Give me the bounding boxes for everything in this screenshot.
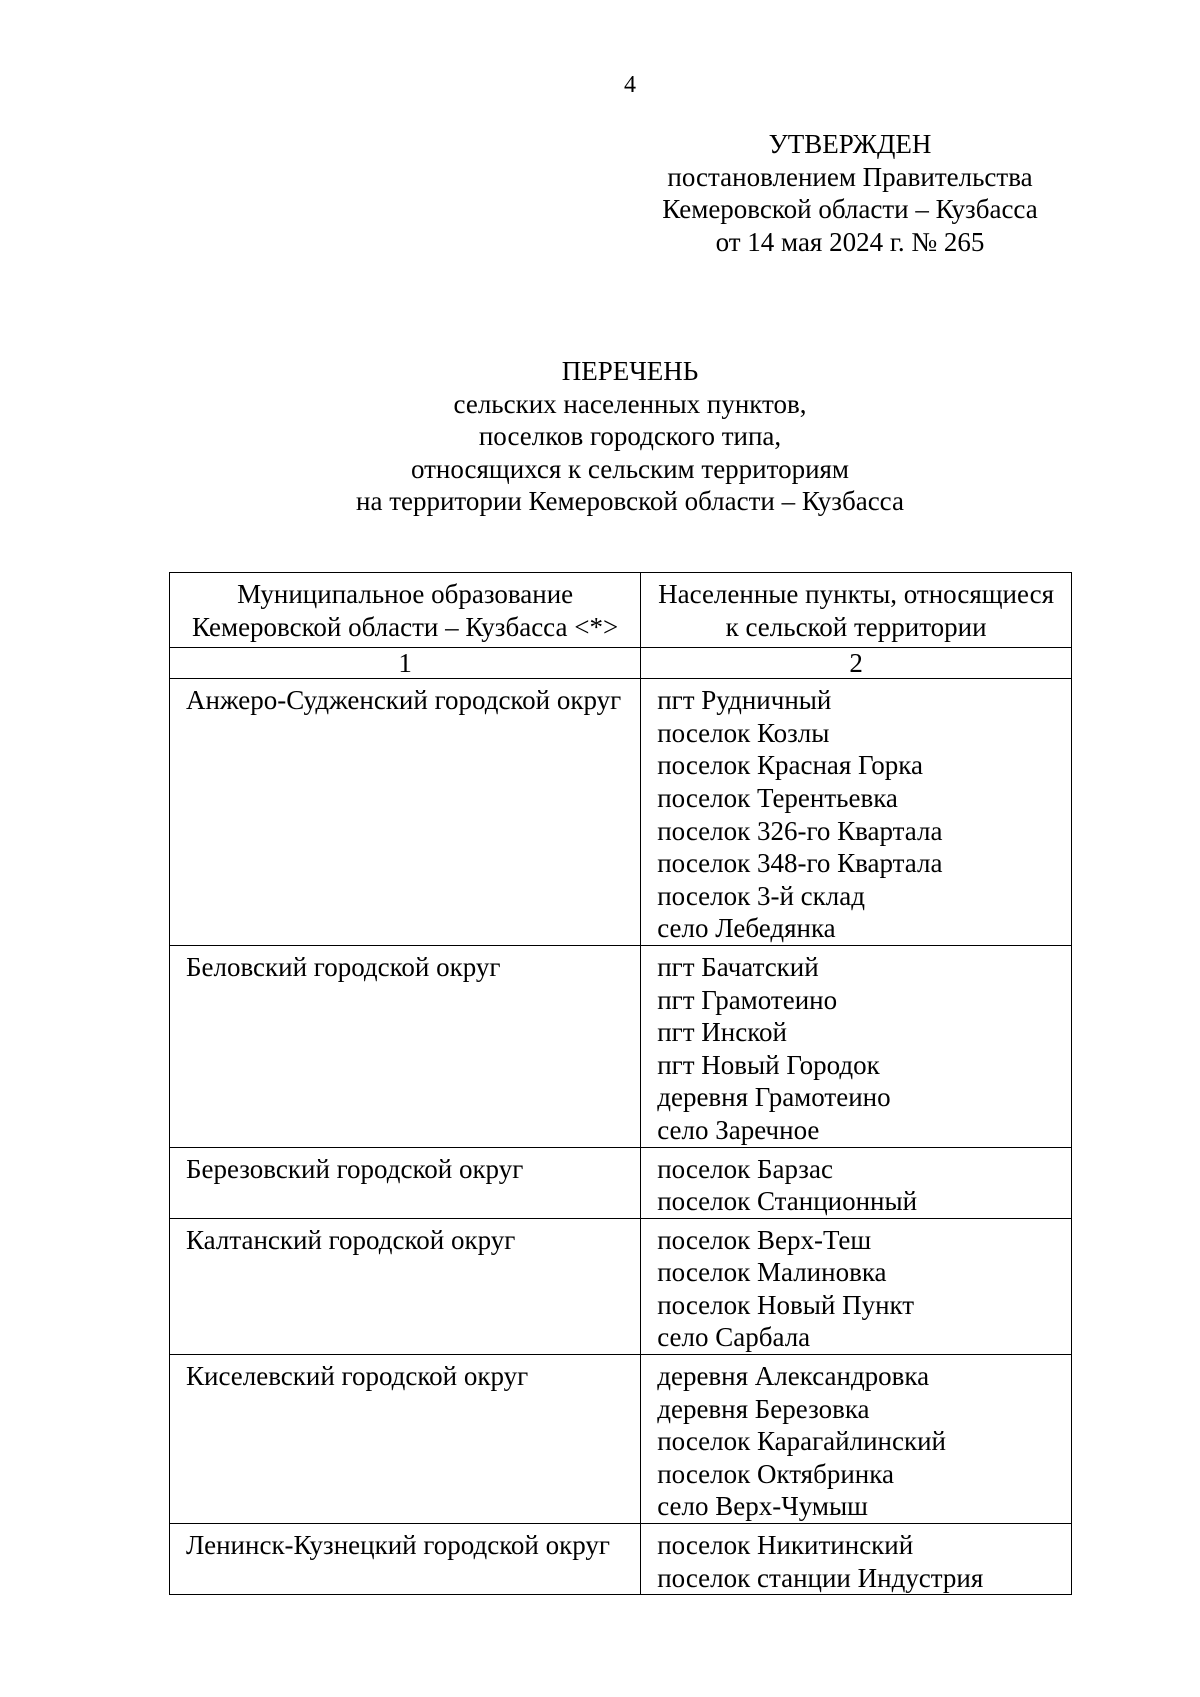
document-title	[200, 355, 1060, 518]
settlement-item: пгт Рудничный	[657, 685, 832, 716]
title-line: относящихся к сельским территориям	[410, 453, 850, 484]
places-cell	[641, 1218, 1072, 1354]
column-header-places	[641, 573, 1072, 648]
municipality-cell	[170, 945, 641, 1147]
settlement-item: поселок Терентьевка	[657, 782, 898, 813]
municipality-cell	[170, 1218, 641, 1354]
table-row	[170, 1524, 1072, 1595]
column-number-row	[170, 648, 1072, 679]
settlement-item: село Верх-Чумыш	[657, 1491, 868, 1522]
approval-line: Кемеровской области – Кузбасса	[662, 194, 1038, 224]
table-row	[170, 945, 1072, 1147]
title-heading: ПЕРЕЧЕНЬ	[561, 356, 699, 386]
table-row	[170, 1147, 1072, 1218]
page-number: 4	[624, 72, 636, 98]
settlement-item: поселок Новый Пункт	[657, 1289, 915, 1320]
municipality-name: Анжеро-Судженский городской округ	[186, 685, 622, 716]
municipality-name: Калтанский городской округ	[186, 1224, 516, 1255]
settlement-item: деревня Александровка	[657, 1361, 930, 1392]
municipality-cell	[170, 1524, 641, 1595]
title-line: сельских населенных пунктов,	[453, 388, 807, 419]
settlements-table	[169, 572, 1072, 1595]
column-header-municipality	[170, 573, 641, 648]
municipality-cell	[170, 679, 641, 946]
table-body	[170, 679, 1072, 1595]
places-cell	[641, 1147, 1072, 1218]
settlement-item: поселок Никитинский	[657, 1530, 914, 1561]
settlement-item: село Сарбала	[657, 1322, 811, 1353]
places-cell	[641, 1355, 1072, 1524]
settlement-item: пгт Бачатский	[657, 951, 819, 982]
settlement-item: пгт Инской	[657, 1017, 787, 1048]
approval-date: от 14 мая 2024 г. № 265	[715, 226, 985, 257]
title-line: на территории Кемеровской области – Кузбасса	[356, 486, 904, 516]
settlement-item: деревня Березовка	[657, 1393, 870, 1424]
settlement-item: поселок станции Индустрия	[657, 1562, 984, 1593]
header-text: Муниципальное образование	[237, 579, 574, 609]
settlement-item: пгт Новый Городок	[657, 1049, 880, 1080]
settlement-item: поселок Карагайлинский	[657, 1426, 946, 1457]
places-cell	[641, 679, 1072, 946]
settlement-item: поселок Станционный	[657, 1186, 918, 1217]
settlement-item: поселок Октябринка	[657, 1458, 894, 1489]
column-number: 2	[641, 648, 1072, 679]
table-row	[170, 1218, 1072, 1354]
settlement-item: поселок Малиновка	[657, 1257, 887, 1288]
approval-stamp	[630, 128, 1070, 258]
table-row	[170, 1355, 1072, 1524]
municipality-name: Березовский городской округ	[186, 1153, 524, 1184]
municipality-name: Беловский городской округ	[186, 951, 501, 982]
header-text: Населенные пункты, относящиеся	[658, 579, 1055, 609]
settlement-item: поселок 3-й склад	[657, 880, 865, 911]
table-row	[170, 679, 1072, 946]
municipality-cell	[170, 1355, 641, 1524]
settlement-item: пгт Грамотеино	[657, 984, 838, 1015]
header-text: к сельской территории	[725, 611, 987, 642]
places-cell	[641, 945, 1072, 1147]
column-number: 1	[170, 648, 641, 679]
settlement-item: деревня Грамотеино	[657, 1082, 891, 1113]
approval-heading: УТВЕРЖДЕН	[768, 129, 932, 159]
places-cell	[641, 1524, 1072, 1595]
municipality-cell	[170, 1147, 641, 1218]
header-text: Кемеровской области – Кузбасса <*>	[192, 611, 619, 642]
municipality-name: Ленинск-Кузнецкий городской округ	[186, 1530, 610, 1561]
settlement-item: поселок Красная Горка	[657, 750, 923, 781]
settlement-item: село Заречное	[657, 1114, 820, 1145]
settlement-item: поселок Козлы	[657, 717, 830, 748]
municipality-name: Киселевский городской округ	[186, 1361, 529, 1392]
settlement-item: поселок 326-го Квартала	[657, 815, 943, 846]
settlement-item: поселок Верх-Теш	[657, 1224, 872, 1255]
settlement-item: поселок Барзас	[657, 1153, 833, 1184]
settlement-item: поселок 348-го Квартала	[657, 848, 943, 879]
approval-line: постановлением Правительства	[667, 161, 1033, 192]
title-line: поселков городского типа,	[478, 421, 782, 451]
table-header-row	[170, 573, 1072, 648]
settlement-item: село Лебедянка	[657, 913, 836, 944]
